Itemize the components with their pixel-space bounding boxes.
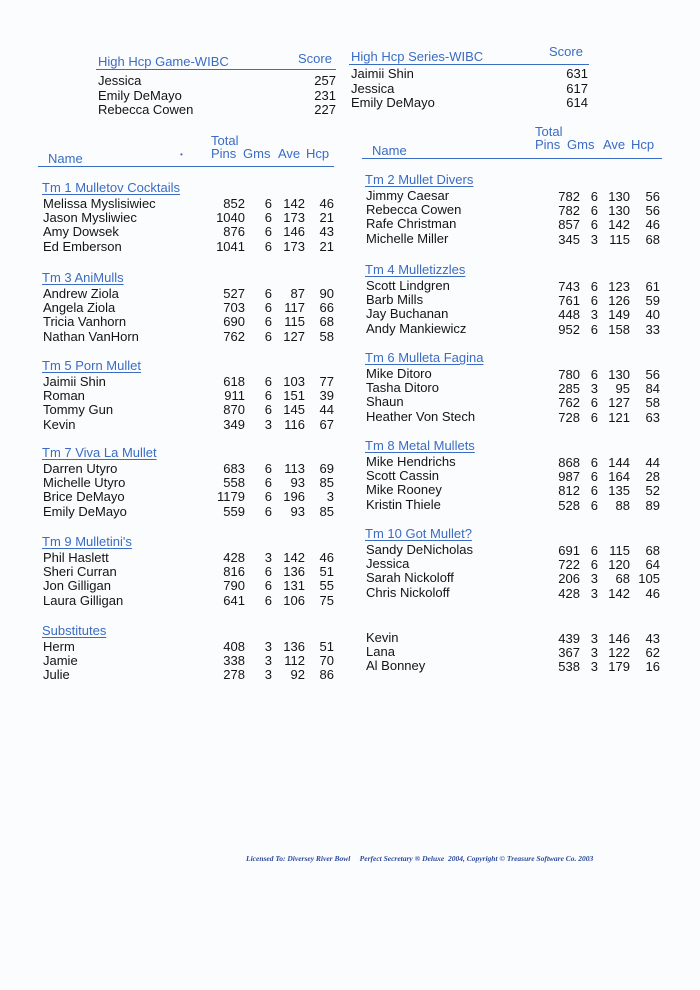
award-series-title: High Hcp Series-WIBC: [351, 49, 484, 64]
player-name: Nathan VanHorn: [43, 328, 139, 344]
player-name: Rafe Christman: [366, 216, 457, 232]
player-pins: 618: [223, 374, 245, 389]
player-handicap: 46: [319, 196, 334, 211]
player-games: 3: [264, 550, 272, 565]
player-average: 145: [283, 402, 305, 418]
player-games: 6: [590, 409, 598, 425]
player-pins: 722: [558, 557, 580, 573]
player-average: 122: [608, 645, 630, 661]
player-handicap: 3: [326, 489, 334, 505]
player-handicap: 84: [645, 381, 660, 397]
player-name: Andy Mankiewicz: [366, 320, 467, 336]
player-average: 142: [283, 196, 305, 211]
player-handicap: 46: [645, 585, 660, 601]
player-name: Darren Utyro: [43, 461, 118, 476]
player-pins: 762: [223, 328, 245, 344]
player-average: 136: [283, 639, 305, 654]
player-average: 142: [608, 585, 630, 601]
player-name: Scott Lindgren: [366, 278, 450, 293]
player-games: 6: [264, 402, 272, 418]
player-pins: 408: [223, 639, 245, 654]
player-average: 146: [608, 631, 630, 646]
award-series-rule: [349, 64, 589, 65]
player-games: 3: [264, 667, 272, 683]
right-ave-header: Ave: [603, 137, 626, 152]
player-pins: 790: [223, 578, 245, 594]
player-pins: 559: [223, 503, 245, 519]
player-average: 135: [608, 483, 630, 499]
player-average: 151: [283, 388, 305, 404]
player-handicap: 69: [319, 461, 334, 476]
player-name: Kevin: [43, 416, 76, 432]
player-games: 3: [590, 307, 598, 323]
player-average: 158: [608, 321, 630, 337]
player-average: 173: [283, 238, 305, 254]
player-pins: 728: [558, 409, 580, 425]
player-games: 6: [264, 210, 272, 226]
player-pins: 367: [558, 645, 580, 661]
player-name: Lana: [366, 644, 395, 660]
player-handicap: 40: [645, 307, 660, 323]
player-handicap: 21: [319, 238, 334, 254]
player-average: 115: [284, 314, 305, 330]
player-pins: 206: [558, 571, 580, 587]
player-handicap: 59: [645, 293, 660, 309]
player-average: 92: [290, 667, 305, 683]
player-handicap: 44: [319, 402, 334, 418]
player-name: Brice DeMayo: [43, 489, 125, 505]
player-average: 149: [608, 307, 630, 323]
player-games: 6: [590, 321, 598, 337]
player-name: Tricia Vanhorn: [43, 314, 127, 330]
player-handicap: 58: [319, 328, 334, 344]
player-average: 106: [283, 592, 305, 608]
player-name: Chris Nickoloff: [366, 584, 450, 600]
player-pins: 338: [223, 653, 245, 669]
player-games: 6: [264, 224, 272, 240]
right-total-header: Total: [535, 124, 563, 139]
player-handicap: 55: [319, 578, 334, 594]
player-name: Jay Buchanan: [366, 306, 449, 322]
player-average: 121: [608, 409, 630, 425]
left-pins-header: Pins: [211, 146, 237, 161]
player-games: 6: [590, 395, 598, 411]
award-game-score-label: Score: [298, 51, 332, 66]
player-games: 6: [590, 293, 598, 309]
player-name: Sheri Curran: [43, 564, 117, 580]
left-header-rule: [38, 166, 334, 167]
player-name: Phil Haslett: [43, 550, 109, 565]
player-average: 123: [608, 279, 630, 294]
player-handicap: 33: [645, 321, 660, 337]
player-name: Barb Mills: [366, 292, 424, 308]
player-games: 3: [590, 381, 598, 397]
player-games: 6: [590, 469, 598, 485]
right-gms-header: Gms: [567, 137, 595, 152]
player-name: Heather Von Stech: [366, 408, 476, 424]
player-handicap: 86: [319, 667, 334, 683]
player-name: Mike Ditoro: [366, 366, 432, 381]
award-score: 631: [566, 66, 588, 81]
player-handicap: 90: [319, 286, 334, 301]
player-handicap: 56: [645, 203, 660, 219]
player-pins: 448: [558, 307, 580, 323]
player-handicap: 46: [645, 217, 660, 233]
player-average: 173: [283, 210, 305, 226]
player-average: 144: [608, 455, 630, 470]
team-title: Tm 5 Porn Mullet: [42, 358, 141, 373]
player-handicap: 39: [319, 388, 334, 404]
player-games: 6: [590, 217, 598, 233]
award-score: 231: [314, 87, 336, 103]
player-name: Melissa Myslisiwiec: [43, 196, 156, 211]
player-games: 6: [590, 203, 598, 219]
player-games: 6: [590, 543, 598, 558]
player-games: 6: [264, 328, 272, 344]
player-games: 6: [590, 279, 598, 294]
player-games: 3: [590, 659, 598, 675]
player-name: Al Bonney: [366, 658, 426, 674]
left-hcp-header: Hcp: [306, 146, 330, 161]
award-series-score-label: Score: [549, 44, 583, 59]
player-games: 6: [264, 388, 272, 404]
player-games: 6: [264, 286, 272, 301]
player-pins: 870: [223, 402, 245, 418]
player-pins: 987: [558, 469, 580, 485]
player-handicap: 56: [645, 367, 660, 382]
player-handicap: 68: [645, 543, 660, 558]
left-total-header: Total: [211, 133, 239, 148]
player-handicap: 67: [319, 416, 334, 432]
player-games: 3: [264, 416, 272, 432]
player-pins: 1040: [216, 210, 245, 226]
player-average: 117: [284, 300, 305, 316]
team-title: Tm 10 Got Mullet?: [365, 526, 472, 541]
player-pins: 911: [224, 388, 245, 404]
player-pins: 743: [558, 279, 580, 294]
player-pins: 703: [223, 300, 245, 316]
player-average: 88: [615, 497, 630, 513]
player-average: 115: [609, 543, 630, 558]
award-game-rule: [96, 69, 336, 70]
player-handicap: 70: [319, 653, 334, 669]
team-title: Tm 6 Mulleta Fagina: [365, 350, 484, 365]
player-average: 120: [608, 557, 630, 573]
award-score: 617: [566, 80, 588, 96]
player-pins: 762: [558, 395, 580, 411]
player-handicap: 56: [645, 189, 660, 204]
player-games: 3: [590, 645, 598, 661]
player-pins: 816: [223, 564, 245, 580]
player-name: Angela Ziola: [43, 300, 116, 316]
right-pins-header: Pins: [535, 137, 561, 152]
player-name: Jessica: [366, 556, 410, 572]
team-title: Tm 9 Mulletini's: [42, 534, 132, 549]
team-title: Tm 3 AniMulls: [42, 270, 124, 285]
award-score: 227: [314, 102, 336, 117]
player-pins: 641: [223, 592, 245, 608]
left-gms-header: Gms: [243, 146, 271, 161]
player-pins: 439: [558, 631, 580, 646]
team-title: Tm 2 Mullet Divers: [365, 172, 474, 187]
player-handicap: 52: [645, 483, 660, 499]
player-games: 6: [264, 564, 272, 580]
player-name: Mike Rooney: [366, 482, 442, 498]
player-pins: 868: [558, 455, 580, 470]
player-games: 6: [264, 578, 272, 594]
award-game-title: High Hcp Game-WIBC: [98, 54, 229, 69]
award-name: Rebecca Cowen: [98, 102, 194, 117]
right-hcp-header: Hcp: [631, 137, 655, 152]
player-average: 93: [290, 503, 305, 519]
player-name: Scott Cassin: [366, 468, 439, 484]
player-pins: 780: [558, 367, 580, 382]
player-average: 131: [283, 578, 305, 594]
player-games: 6: [590, 367, 598, 382]
player-pins: 558: [223, 475, 245, 491]
award-name: Jaimii Shin: [351, 66, 414, 81]
player-handicap: 43: [319, 224, 334, 240]
player-pins: 852: [223, 196, 245, 211]
player-name: Herm: [43, 639, 75, 654]
player-handicap: 16: [645, 659, 660, 675]
player-pins: 1041: [216, 238, 245, 254]
player-handicap: 62: [645, 645, 660, 661]
player-average: 112: [284, 653, 305, 669]
player-name: Kristin Thiele: [366, 496, 441, 512]
player-pins: 812: [558, 483, 580, 499]
player-pins: 782: [558, 189, 580, 204]
player-games: 6: [264, 592, 272, 608]
player-handicap: 105: [638, 571, 660, 587]
player-average: 127: [283, 328, 305, 344]
team-title: Tm 1 Mulletov Cocktails: [42, 180, 180, 195]
player-average: 164: [608, 469, 630, 485]
player-games: 6: [264, 238, 272, 254]
player-handicap: 89: [645, 497, 660, 513]
player-name: Andrew Ziola: [43, 286, 119, 301]
award-name: Jessica: [351, 80, 395, 96]
left-header-tick: •: [180, 150, 183, 159]
player-name: Jaimii Shin: [43, 374, 106, 389]
player-handicap: 64: [645, 557, 660, 573]
player-handicap: 21: [319, 210, 334, 226]
player-name: Jon Gilligan: [43, 578, 111, 594]
player-name: Kevin: [366, 630, 399, 645]
player-handicap: 51: [319, 639, 334, 654]
player-handicap: 51: [319, 564, 334, 580]
player-pins: 952: [558, 321, 580, 337]
player-pins: 528: [558, 497, 580, 513]
player-average: 93: [290, 475, 305, 491]
player-average: 126: [608, 293, 630, 309]
player-games: 6: [264, 314, 272, 330]
player-games: 3: [590, 585, 598, 601]
player-name: Laura Gilligan: [43, 592, 124, 608]
player-handicap: 85: [319, 475, 334, 491]
player-games: 6: [264, 503, 272, 519]
player-pins: 782: [558, 203, 580, 219]
player-pins: 527: [223, 286, 245, 301]
player-name: Julie: [43, 667, 70, 683]
player-handicap: 61: [645, 279, 660, 294]
player-handicap: 44: [645, 455, 660, 470]
player-pins: 876: [223, 224, 245, 240]
player-games: 3: [590, 231, 598, 247]
player-name: Rebecca Cowen: [366, 202, 462, 218]
player-pins: 278: [223, 667, 245, 683]
player-games: 6: [264, 475, 272, 491]
player-games: 6: [264, 300, 272, 316]
player-games: 3: [590, 631, 598, 646]
player-handicap: 66: [319, 300, 334, 316]
player-name: Tasha Ditoro: [366, 380, 439, 396]
player-average: 115: [609, 231, 630, 247]
player-average: 103: [283, 374, 305, 389]
player-games: 6: [590, 497, 598, 513]
player-handicap: 58: [645, 395, 660, 411]
player-average: 136: [283, 564, 305, 580]
player-average: 95: [615, 381, 630, 397]
player-average: 130: [608, 367, 630, 382]
player-name: Roman: [43, 388, 85, 404]
player-average: 127: [608, 395, 630, 411]
player-handicap: 63: [645, 409, 660, 425]
player-handicap: 77: [319, 374, 334, 389]
player-average: 142: [283, 550, 305, 565]
player-pins: 761: [558, 293, 580, 309]
player-average: 142: [608, 217, 630, 233]
player-name: Sandy DeNicholas: [366, 542, 473, 557]
player-name: Jimmy Caesar: [366, 188, 450, 203]
player-games: 6: [264, 196, 272, 211]
player-games: 6: [264, 489, 272, 505]
player-handicap: 28: [645, 469, 660, 485]
player-handicap: 68: [645, 231, 660, 247]
player-name: Amy Dowsek: [43, 224, 119, 240]
player-name: Jamie: [43, 653, 78, 669]
player-handicap: 46: [319, 550, 334, 565]
player-average: 146: [283, 224, 305, 240]
player-name: Tommy Gun: [43, 402, 114, 418]
award-name: Jessica: [98, 73, 142, 88]
team-title: Substitutes: [42, 623, 107, 638]
player-games: 6: [590, 189, 598, 204]
player-pins: 349: [223, 416, 245, 432]
player-average: 130: [608, 189, 630, 204]
team-title: Tm 4 Mulletizzles: [365, 262, 466, 277]
team-title: Tm 8 Metal Mullets: [365, 438, 475, 453]
player-games: 3: [264, 639, 272, 654]
player-average: 196: [283, 489, 305, 505]
player-average: 130: [608, 203, 630, 219]
player-name: Mike Hendrichs: [366, 454, 456, 469]
award-score: 257: [314, 73, 336, 88]
player-handicap: 75: [319, 592, 334, 608]
award-name: Emily DeMayo: [98, 87, 182, 103]
team-title: Tm 7 Viva La Mullet: [42, 445, 157, 460]
player-games: 3: [590, 571, 598, 587]
player-name: Michelle Utyro: [43, 475, 126, 491]
player-games: 6: [590, 483, 598, 499]
player-pins: 538: [558, 659, 580, 675]
player-pins: 285: [558, 381, 580, 397]
player-pins: 857: [558, 217, 580, 233]
player-average: 113: [284, 461, 305, 476]
player-games: 6: [264, 374, 272, 389]
player-handicap: 68: [319, 314, 334, 330]
player-pins: 428: [223, 550, 245, 565]
player-handicap: 85: [319, 503, 334, 519]
player-name: Ed Emberson: [43, 238, 122, 254]
player-name: Jason Mysliwiec: [43, 210, 137, 226]
left-name-header: Name: [48, 151, 83, 166]
player-pins: 345: [558, 231, 580, 247]
player-average: 116: [284, 416, 305, 432]
player-name: Sarah Nickoloff: [366, 570, 454, 586]
award-name: Emily DeMayo: [351, 95, 435, 110]
player-handicap: 43: [645, 631, 660, 646]
player-games: 6: [590, 557, 598, 573]
player-name: Shaun: [366, 394, 404, 410]
player-pins: 690: [223, 314, 245, 330]
player-games: 6: [264, 461, 272, 476]
player-name: Emily DeMayo: [43, 503, 127, 519]
player-pins: 691: [558, 543, 580, 558]
right-header-rule: [362, 158, 662, 159]
player-average: 87: [290, 286, 305, 301]
player-average: 179: [608, 659, 630, 675]
right-name-header: Name: [372, 143, 407, 158]
player-name: Michelle Miller: [366, 230, 449, 246]
player-games: 6: [590, 455, 598, 470]
player-average: 68: [615, 571, 630, 587]
left-ave-header: Ave: [278, 146, 301, 161]
player-pins: 683: [223, 461, 245, 476]
player-pins: 1179: [217, 489, 245, 505]
award-score: 614: [566, 95, 588, 110]
license-footer: Licensed To: Diversey River Bowl Perfect Secretary ® Deluxe 2004, Copyright © Treasure Software Co. 2003: [246, 854, 594, 863]
player-games: 3: [264, 653, 272, 669]
player-pins: 428: [558, 585, 580, 601]
